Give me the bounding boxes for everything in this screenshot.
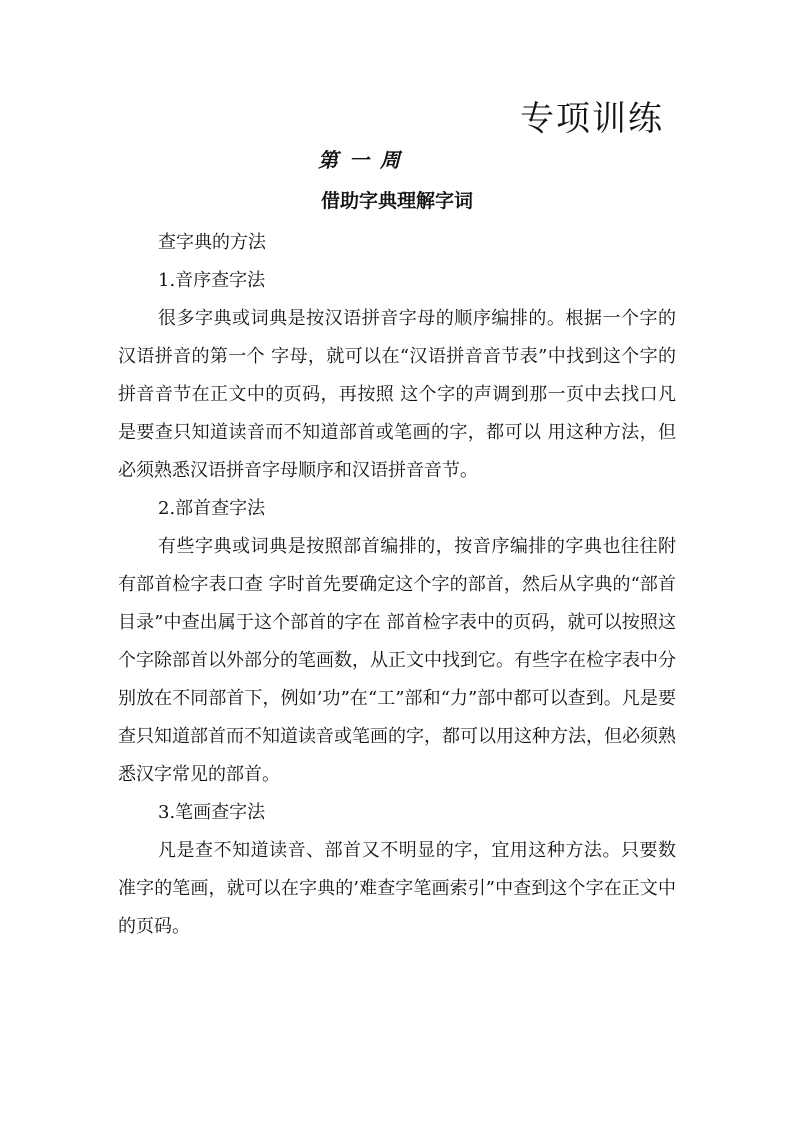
method-heading: 查字典的方法 <box>158 232 266 253</box>
method-paragraph-2: 有些字典或词典是按照部首编排的，按音序编排的字典也往往附有部首检字表口查 字时首先要确定这个字的部首，然后从字典的“部首目录”中查出属于这个部首的字在 部首检字表中的页码，就可以按照这个字除部首以外部分的笔画数，从正文中找到它。有些字在检字表中分别放在不同部首下，例如’功”在“工”部和“力”部中都可以查到。凡是要查只知道部首而不知道读音或笔画的字，都可以用这种方法，但必须熟悉汉字常见的部首。 <box>118 536 676 785</box>
method-paragraph-3: 凡是查不知道读音、部首又不明显的字，宜用这种方法。只要数准字的笔画，就可以在字典的’难查字笔画索引”中查到这个字在正文中的页码。 <box>118 840 676 937</box>
section-subtitle: 借助字典理解字词 <box>320 190 473 212</box>
document-body <box>118 224 676 946</box>
method-paragraph-1: 很多字典或词典是按汉语拼音字母的顺序编排的。根据一个字的汉语拼音的第一个 字母，就可以在“汉语拼音音节表”中找到这个字的拼音音节在正文中的页码，再按照 这个字的声调到那一页中去找口凡是要查只知道读音而不知道部首或笔画的字，都可以 用这种方法，但必须熟悉汉语拼音字母顺序和汉语拼音音节。 <box>118 308 676 481</box>
method-title-2: 2.部首查字法 <box>158 498 266 519</box>
week-heading: 第 一 周 <box>318 148 402 172</box>
method-title-1: 1.音序查字法 <box>158 270 266 291</box>
method-title-3: 3.笔画查字法 <box>158 802 266 823</box>
page-header-title: 专项训练 <box>520 99 664 139</box>
